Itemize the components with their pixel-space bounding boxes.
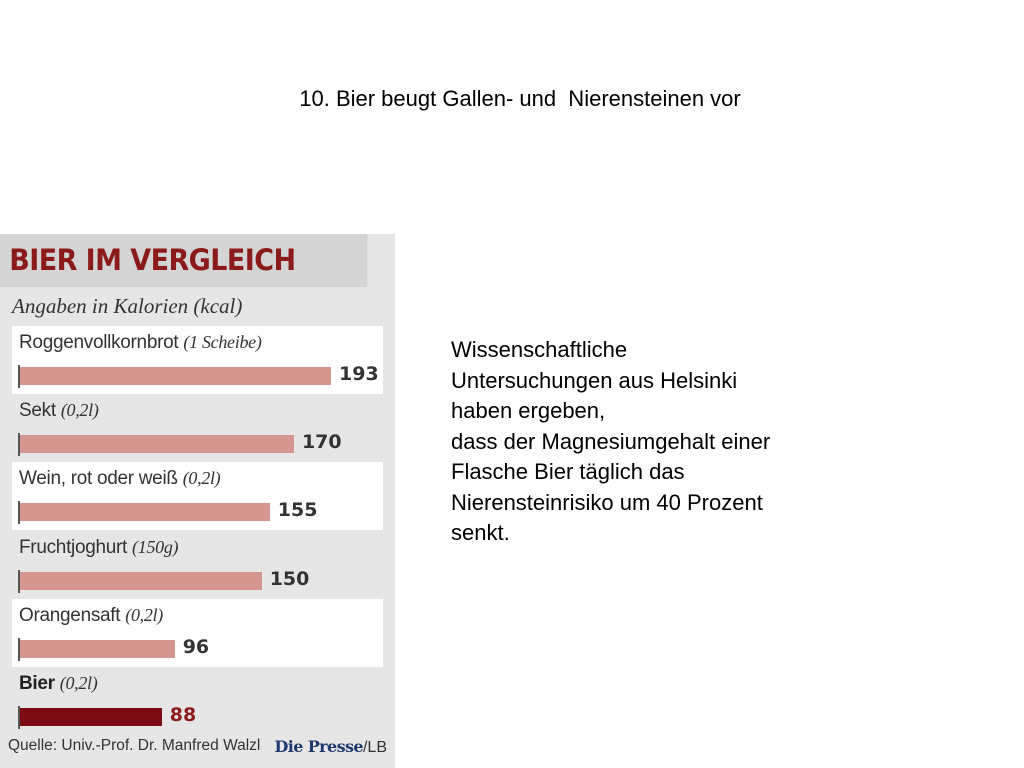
body-line: haben ergeben,	[451, 398, 606, 423]
brand-name: Die Presse	[274, 737, 363, 756]
category-note: (1 Scheibe)	[183, 332, 262, 352]
category-note: (0,2l)	[59, 673, 98, 693]
chart-row	[12, 462, 383, 530]
category-label	[19, 332, 262, 354]
bar	[20, 572, 262, 590]
bar-value-label: 150	[269, 567, 310, 590]
chart-row	[12, 599, 383, 667]
category-label	[19, 537, 178, 559]
chart-title: BIER IM VERGLEICH	[0, 234, 367, 287]
bar-value-label: 155	[277, 499, 318, 522]
chart-row	[12, 667, 383, 735]
bar-value-label: 88	[169, 704, 197, 726]
category-name: Fruchtjoghurt	[19, 536, 128, 558]
brand-suffix: /LB	[362, 739, 387, 756]
brand-logo	[274, 737, 387, 757]
category-label	[19, 673, 97, 695]
category-note: (0,2l)	[60, 400, 99, 421]
chart-row	[12, 531, 383, 599]
category-name: Orangensaft	[19, 604, 121, 626]
bar	[20, 708, 162, 726]
chart-subtitle: Angaben in Kalorien (kcal)	[12, 294, 243, 318]
bar-value-label: 96	[182, 635, 210, 658]
bar	[20, 435, 294, 453]
category-name: Bier	[19, 673, 55, 694]
category-label	[19, 468, 220, 490]
body-line: Nierensteinrisiko um 40 Prozent	[451, 489, 763, 515]
body-text	[451, 335, 851, 549]
body-line: Untersuchungen aus Helsinki	[451, 367, 738, 393]
category-note: (0,2l)	[125, 604, 163, 625]
bar-value-label: 193	[339, 363, 379, 385]
body-line: Flasche Bier täglich das	[451, 459, 685, 484]
category-name: Wein, rot oder weiß	[19, 468, 178, 490]
bar	[20, 640, 175, 658]
category-name: Sekt	[19, 400, 56, 422]
category-label	[19, 400, 99, 422]
bar	[20, 503, 270, 521]
body-line: dass der Magnesiumgehalt einer	[451, 428, 771, 454]
category-note: (150g)	[132, 536, 179, 557]
bar-value-label: 170	[301, 431, 342, 454]
bar	[20, 367, 331, 385]
chart-row	[12, 394, 383, 462]
body-line: senkt.	[451, 520, 510, 545]
category-name: Roggenvollkornbrot	[19, 332, 179, 353]
category-label	[19, 605, 163, 627]
body-line: Wissenschaftliche	[451, 337, 628, 362]
slide-title: 10. Bier beugt Gallen- und Nierensteinen vor	[299, 86, 741, 111]
calorie-chart	[0, 234, 395, 768]
chart-row	[12, 326, 383, 394]
chart-source: Quelle: Univ.-Prof. Dr. Manfred Walzl	[8, 737, 261, 754]
category-note: (0,2l)	[182, 468, 221, 489]
